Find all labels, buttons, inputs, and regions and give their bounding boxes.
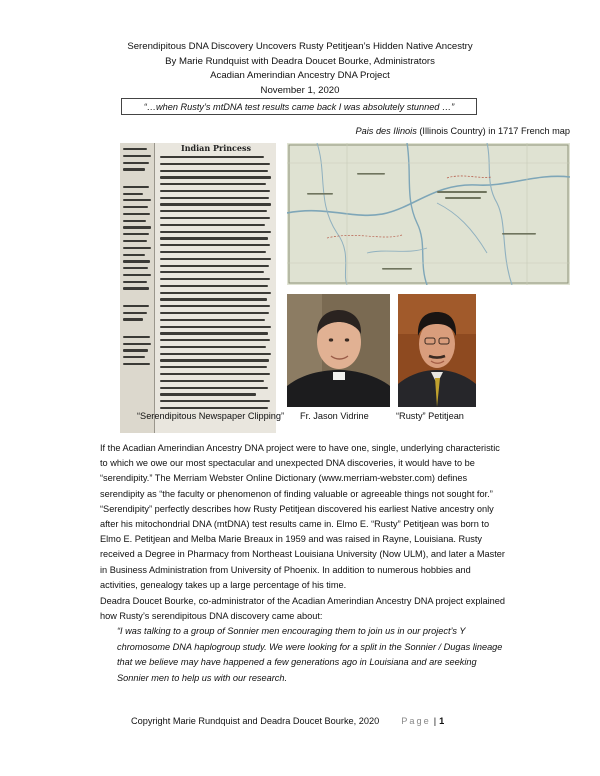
newspaper-clipping-image bbox=[120, 143, 276, 433]
quote-paragraph: “I was talking to a group of Sonnier men encouraging them to join us in our project’s Y chromosome DNA haplogroup study. We were looking for a split in the Sonnier / Dugas lineage that we believe may have happened a few generations ago in Louisiana and are seeking Sonnier men to help us with our research. bbox=[117, 626, 503, 683]
document-title: Serendipitous DNA Discovery Uncovers Rusty Petitjean’s Hidden Native Ancestry bbox=[127, 41, 473, 52]
footer-page-label: Page bbox=[401, 716, 431, 726]
pull-quote: “…when Rusty’s mtDNA test results came back I was absolutely stunned …” bbox=[121, 98, 477, 115]
map-caption-rest: (Illinois Country) in 1717 French map bbox=[416, 126, 570, 136]
map-caption bbox=[220, 126, 570, 136]
historical-map-image bbox=[287, 143, 570, 285]
caption-photo-petitjean: “Rusty” Petitjean bbox=[396, 411, 464, 421]
photo-jason-vidrine bbox=[287, 294, 390, 407]
map-caption-italic: Pais des Ilinois bbox=[355, 126, 417, 136]
footer-copyright: Copyright Marie Rundquist and Deadra Doucet Bourke, 2020 bbox=[131, 716, 380, 726]
paragraph-bourke-intro: Deadra Doucet Bourke, co-administrator of the Acadian Amerindian Ancestry DNA project explained how Rusty’s serendipitous DNA discovery came about: bbox=[100, 596, 505, 622]
clipping-headline: Indian Princess bbox=[180, 143, 252, 153]
caption-photo-vidrine: Fr. Jason Vidrine bbox=[300, 411, 369, 421]
page-footer: Copyright Marie Rundquist and Deadra Doucet Bourke, 2020 Page | 1 bbox=[131, 716, 445, 726]
clipping-text-lines bbox=[160, 156, 272, 414]
map-illustration bbox=[287, 143, 570, 285]
caption-clipping: “Serendipitous Newspaper Clipping” bbox=[137, 411, 285, 421]
paragraph-serendipity: If the Acadian Amerindian Ancestry DNA project were to have one, single, underlying characteristic to which we owe our most spectacular and unexpected DNA discoveries, it would have to be “serendipity.” The Merriam Webster Online Dictionary (www.merriam-webster.com) defines serendipity as “the faculty or phenomenon of finding valuable or agreeable things not sought for.” “Serendipity” perfectly describes how Rusty Petitjean discovered his earliest Native ancestry only after his mitochondrial DNA (mtDNA) test results came in. Elmo E. “Rusty” Petitjean was born to Elmo E. Petitjean and Melba Marie Breaux in 1959 and was raised in Rayne, Louisiana. Rusty received a Degree in Pharmacy from Northeast Louisiana University (Now ULM), and later a Master in Business Administration from University of Phoenix. In addition to numerous hobbies and activities, genealogy takes up a large percentage of his time. bbox=[100, 443, 505, 590]
photo-rusty-petitjean bbox=[398, 294, 476, 407]
footer-page-number: 1 bbox=[439, 716, 445, 726]
document-date: November 1, 2020 bbox=[260, 84, 340, 96]
document-header bbox=[0, 40, 600, 98]
clipping-left-column bbox=[120, 143, 155, 433]
document-project: Acadian Amerindian Ancestry DNA Project bbox=[210, 70, 390, 81]
document-authors: By Marie Rundquist with Deadra Doucet Bourke, Administrators bbox=[165, 55, 435, 67]
